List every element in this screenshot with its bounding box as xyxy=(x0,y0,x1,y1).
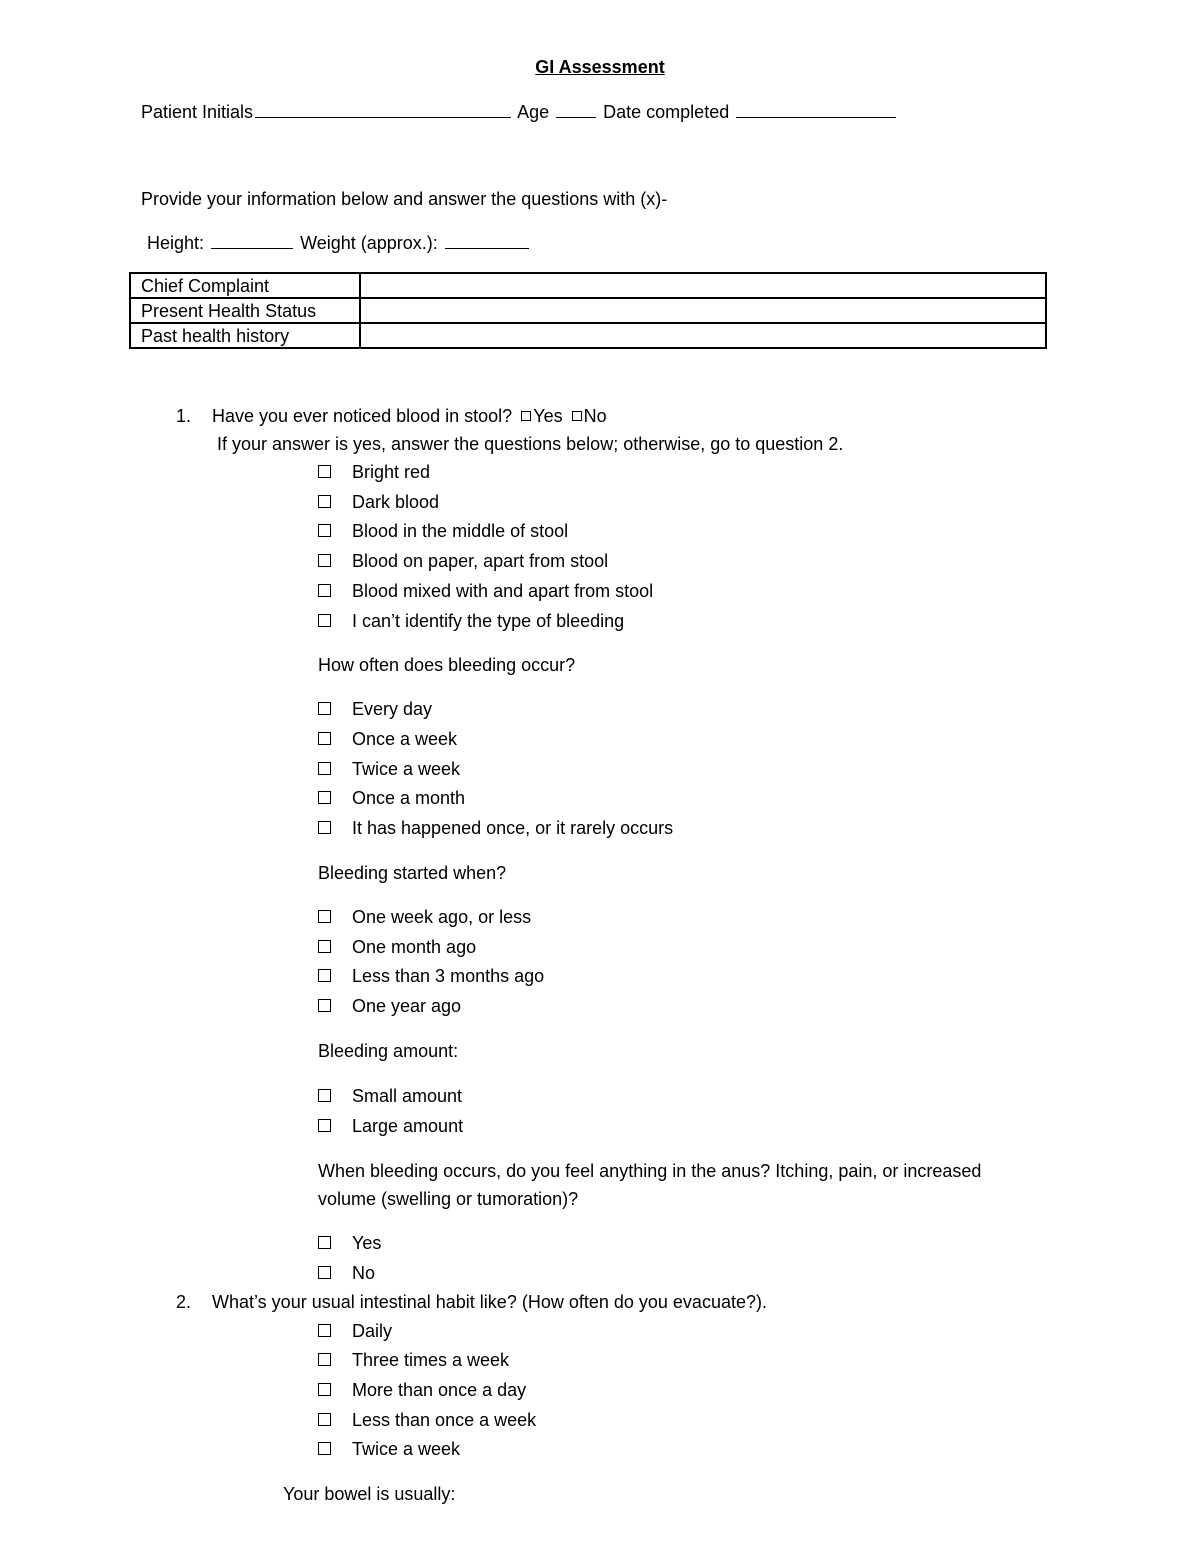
checkbox-option[interactable] xyxy=(318,1232,381,1254)
checkbox[interactable] xyxy=(318,791,331,804)
past-health-history-label: Past health history xyxy=(130,323,360,348)
checkbox-option[interactable] xyxy=(318,1085,462,1107)
checkbox[interactable] xyxy=(318,999,331,1012)
option-label: Blood mixed with and apart from stool xyxy=(352,581,654,601)
sensation-question-line-2: volume (swelling or tumoration)? xyxy=(318,1189,579,1209)
option-label: More than once a day xyxy=(352,1380,527,1400)
checkbox-option[interactable] xyxy=(318,1409,536,1431)
checkbox-option[interactable] xyxy=(318,1349,509,1371)
checkbox-option[interactable] xyxy=(318,728,457,750)
table-row xyxy=(130,273,1046,298)
checkbox[interactable] xyxy=(318,1236,331,1249)
checkbox-option[interactable] xyxy=(318,936,476,958)
checkbox[interactable] xyxy=(318,1119,331,1132)
checkbox-option[interactable] xyxy=(318,610,624,632)
checkbox[interactable] xyxy=(318,1089,331,1102)
checkbox-option[interactable] xyxy=(318,1320,392,1342)
option-label: One month ago xyxy=(352,937,477,957)
question-1-text: Have you ever noticed blood in stool? xyxy=(212,406,513,426)
checkbox[interactable] xyxy=(318,1413,331,1426)
checkbox-option[interactable] xyxy=(318,965,544,987)
checkbox-option[interactable] xyxy=(318,491,439,513)
date-completed-label: Date completed xyxy=(603,102,730,122)
checkbox-option[interactable] xyxy=(318,1379,526,1401)
question-1 xyxy=(212,405,607,427)
option-label: Blood on paper, apart from stool xyxy=(352,551,609,571)
checkbox[interactable] xyxy=(318,584,331,597)
page-title: GI Assessment xyxy=(535,57,665,77)
age-field[interactable] xyxy=(556,101,596,118)
option-label: Yes xyxy=(352,1233,382,1253)
checkbox-option[interactable] xyxy=(318,1438,460,1460)
weight-label: Weight (approx.): xyxy=(300,233,438,253)
instructions: Provide your information below and answer the questions with (x)- xyxy=(141,189,668,209)
checkbox[interactable] xyxy=(318,1442,331,1455)
checkbox[interactable] xyxy=(318,1266,331,1279)
amount-question: Bleeding amount: xyxy=(318,1041,459,1061)
checkbox-option[interactable] xyxy=(318,817,673,839)
option-label: Twice a week xyxy=(352,759,461,779)
question-2-number: 2. xyxy=(176,1292,192,1312)
option-label: Daily xyxy=(352,1321,393,1341)
checkbox[interactable] xyxy=(318,465,331,478)
present-health-status-field[interactable] xyxy=(360,298,1046,323)
option-label: Once a month xyxy=(352,788,466,808)
checkbox[interactable] xyxy=(318,495,331,508)
patient-info-line xyxy=(141,101,898,123)
checkbox-option[interactable] xyxy=(318,461,430,483)
option-label: It has happened once, or it rarely occurs xyxy=(352,818,674,838)
date-completed-field[interactable] xyxy=(736,101,896,118)
no-label: No xyxy=(583,406,607,426)
height-label: Height: xyxy=(147,233,205,253)
option-label: Blood in the middle of stool xyxy=(352,521,569,541)
checkbox[interactable] xyxy=(318,1383,331,1396)
onset-question: Bleeding started when? xyxy=(318,863,507,883)
chief-complaint-label: Chief Complaint xyxy=(130,273,360,298)
option-label: No xyxy=(352,1263,376,1283)
chief-complaint-field[interactable] xyxy=(360,273,1046,298)
checkbox[interactable] xyxy=(318,762,331,775)
option-label: Every day xyxy=(352,699,433,719)
checkbox[interactable] xyxy=(318,554,331,567)
question-2-text: What’s your usual intestinal habit like? (How often do you evacuate?). xyxy=(212,1292,767,1312)
option-label: Bright red xyxy=(352,462,431,482)
no-checkbox[interactable] xyxy=(572,411,582,421)
height-field[interactable] xyxy=(211,232,293,249)
checkbox-option[interactable] xyxy=(318,550,608,572)
yes-checkbox[interactable] xyxy=(521,411,531,421)
bowel-label: Your bowel is usually: xyxy=(283,1484,456,1504)
checkbox[interactable] xyxy=(318,940,331,953)
option-label: Less than 3 months ago xyxy=(352,966,545,986)
option-label: Large amount xyxy=(352,1116,464,1136)
sensation-question-line-1: When bleeding occurs, do you feel anything in the anus? Itching, pain, or increased xyxy=(318,1161,982,1181)
question-1-followup: If your answer is yes, answer the questions below; otherwise, go to question 2. xyxy=(217,434,844,454)
checkbox[interactable] xyxy=(318,614,331,627)
option-label: Once a week xyxy=(352,729,458,749)
option-label: Small amount xyxy=(352,1086,463,1106)
weight-field[interactable] xyxy=(445,232,529,249)
age-label: Age xyxy=(517,102,550,122)
past-health-history-field[interactable] xyxy=(360,323,1046,348)
checkbox[interactable] xyxy=(318,702,331,715)
checkbox[interactable] xyxy=(318,821,331,834)
checkbox-option[interactable] xyxy=(318,787,465,809)
option-label: One week ago, or less xyxy=(352,907,532,927)
checkbox[interactable] xyxy=(318,1324,331,1337)
checkbox-option[interactable] xyxy=(318,758,460,780)
option-label: Dark blood xyxy=(352,492,440,512)
question-1-number: 1. xyxy=(176,406,192,426)
option-label: I can’t identify the type of bleeding xyxy=(352,611,625,631)
checkbox[interactable] xyxy=(318,1353,331,1366)
checkbox-option[interactable] xyxy=(318,906,531,928)
checkbox[interactable] xyxy=(318,910,331,923)
checkbox-option[interactable] xyxy=(318,1262,375,1284)
option-label: One year ago xyxy=(352,996,462,1016)
option-label: Less than once a week xyxy=(352,1410,537,1430)
checkbox-option[interactable] xyxy=(318,580,653,602)
checkbox[interactable] xyxy=(318,732,331,745)
checkbox-option[interactable] xyxy=(318,520,568,542)
patient-initials-field[interactable] xyxy=(255,101,511,118)
option-label: Three times a week xyxy=(352,1350,510,1370)
patient-initials-label: Patient Initials xyxy=(141,102,254,122)
yes-label: Yes xyxy=(533,406,563,426)
table-row xyxy=(130,323,1046,348)
health-info-table xyxy=(129,272,1047,349)
measurements-line xyxy=(147,232,531,254)
table-row xyxy=(130,298,1046,323)
checkbox[interactable] xyxy=(318,969,331,982)
checkbox-option[interactable] xyxy=(318,1115,463,1137)
checkbox[interactable] xyxy=(318,524,331,537)
option-label: Twice a week xyxy=(352,1439,461,1459)
present-health-status-label: Present Health Status xyxy=(130,298,360,323)
checkbox-option[interactable] xyxy=(318,995,461,1017)
frequency-question: How often does bleeding occur? xyxy=(318,655,576,675)
checkbox-option[interactable] xyxy=(318,698,432,720)
